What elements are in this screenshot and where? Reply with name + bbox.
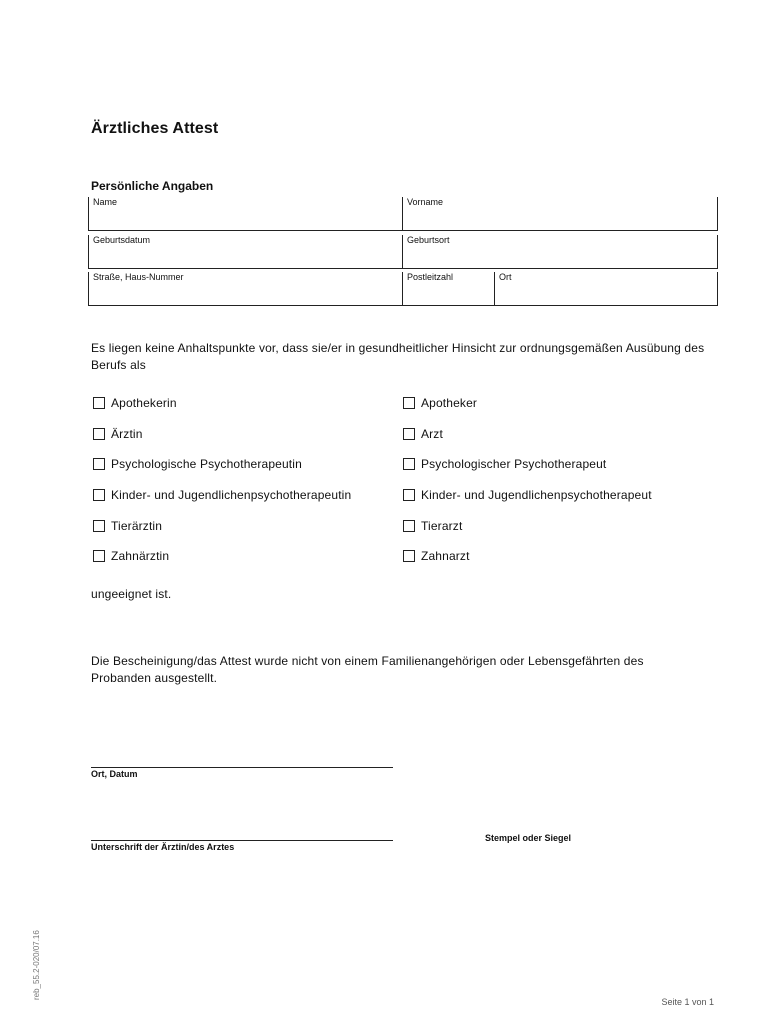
signature-line[interactable] xyxy=(91,840,393,841)
checkbox-icon[interactable] xyxy=(93,489,105,501)
intro-text: Es liegen keine Anhaltspunkte vor, dass sie/er in gesundheitlicher Hinsicht zur ordnungsgemäßen Ausübung des Berufs als xyxy=(91,341,705,372)
place-date-line[interactable] xyxy=(91,767,393,768)
ort-label: Ort xyxy=(499,272,512,282)
postleitzahl-label: Postleitzahl xyxy=(407,272,454,282)
checkbox-icon[interactable] xyxy=(93,458,105,470)
option-label: Kinder- und Jugendlichenpsychotherapeutin xyxy=(111,488,352,502)
checkbox-icon[interactable] xyxy=(93,428,105,440)
page-number: Seite 1 von 1 xyxy=(661,997,714,1007)
option-label: Psychologischer Psychotherapeut xyxy=(421,457,607,471)
option-tieraerztin[interactable] xyxy=(93,518,162,534)
option-label: Tierarzt xyxy=(421,519,463,533)
option-apothekerin[interactable] xyxy=(93,395,177,411)
option-psych-psychotherapeut[interactable] xyxy=(403,456,606,472)
checkbox-icon[interactable] xyxy=(403,489,415,501)
option-label: Arzt xyxy=(421,427,443,441)
option-kjp-in[interactable] xyxy=(93,487,351,503)
ort-field[interactable] xyxy=(494,272,718,306)
document-code: reb_55.2-020/07.16 xyxy=(32,930,41,1000)
option-label: Psychologische Psychotherapeutin xyxy=(111,457,302,471)
option-arzt[interactable] xyxy=(403,426,443,442)
geburtsdatum-label: Geburtsdatum xyxy=(93,235,151,245)
name-label: Name xyxy=(93,197,118,207)
declaration-text: Die Bescheinigung/das Attest wurde nicht von einem Familienangehörigen oder Lebensgefährten des Probanden ausgestellt. xyxy=(91,654,644,685)
option-aerztin[interactable] xyxy=(93,426,143,442)
vorname-field[interactable] xyxy=(402,197,718,231)
stamp-label: Stempel oder Siegel xyxy=(485,833,572,843)
option-label: Zahnarzt xyxy=(421,549,470,563)
checkbox-icon[interactable] xyxy=(93,550,105,562)
option-tierarzt[interactable] xyxy=(403,518,462,534)
checkbox-icon[interactable] xyxy=(403,397,415,409)
postleitzahl-field[interactable] xyxy=(402,272,494,306)
option-kjp[interactable] xyxy=(403,487,652,503)
option-psych-psychotherapeutin[interactable] xyxy=(93,456,302,472)
ungeeignet-text: ungeeignet ist. xyxy=(91,587,172,601)
option-label: Apothekerin xyxy=(111,396,177,410)
section-heading-personal: Persönliche Angaben xyxy=(91,179,214,193)
option-label: Tierärztin xyxy=(111,519,163,533)
checkbox-icon[interactable] xyxy=(403,520,415,532)
geburtsdatum-field[interactable] xyxy=(88,235,402,269)
vorname-label: Vorname xyxy=(407,197,444,207)
checkbox-icon[interactable] xyxy=(93,397,105,409)
option-apotheker[interactable] xyxy=(403,395,477,411)
checkbox-icon[interactable] xyxy=(403,550,415,562)
option-label: Kinder- und Jugendlichenpsychotherapeut xyxy=(421,488,652,502)
checkbox-icon[interactable] xyxy=(93,520,105,532)
place-date-label: Ort, Datum xyxy=(91,769,138,779)
signature-label: Unterschrift der Ärztin/des Arztes xyxy=(91,842,235,852)
strasse-field[interactable] xyxy=(88,272,402,306)
geburtsort-label: Geburtsort xyxy=(407,235,450,245)
option-zahnarzt[interactable] xyxy=(403,548,470,564)
option-label: Ärztin xyxy=(111,427,143,441)
checkbox-icon[interactable] xyxy=(403,458,415,470)
document-title: Ärztliches Attest xyxy=(91,120,219,137)
checkbox-icon[interactable] xyxy=(403,428,415,440)
option-label: Zahnärztin xyxy=(111,549,170,563)
geburtsort-field[interactable] xyxy=(402,235,718,269)
option-label: Apotheker xyxy=(421,396,478,410)
option-zahnaerztin[interactable] xyxy=(93,548,169,564)
name-field[interactable] xyxy=(88,197,402,231)
strasse-label: Straße, Haus-Nummer xyxy=(93,272,184,282)
